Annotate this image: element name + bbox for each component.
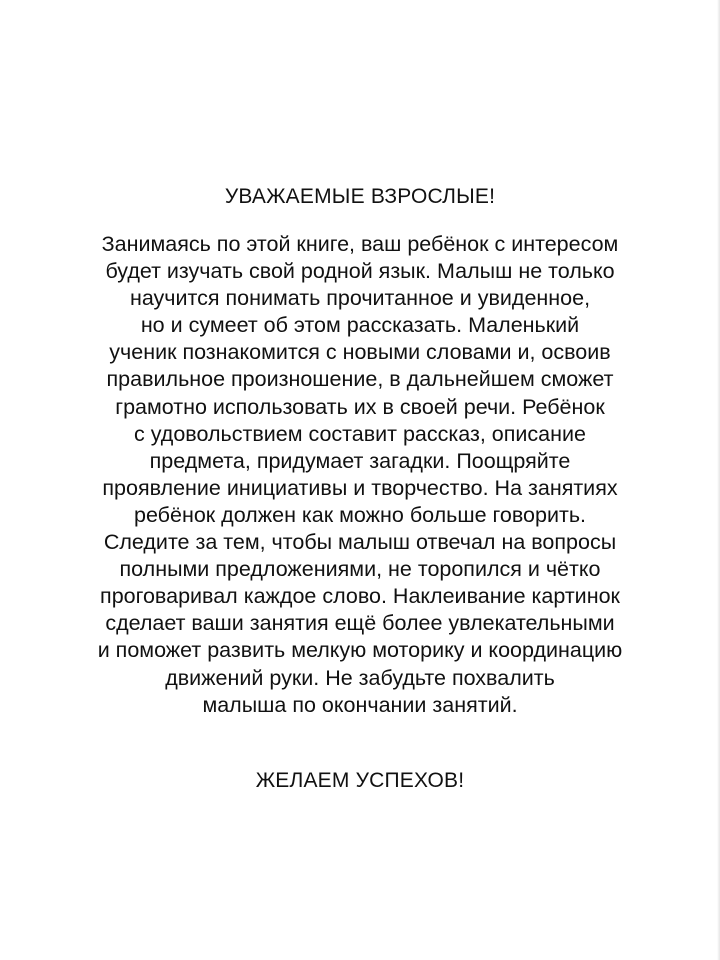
body-line: будет изучать свой родной язык. Малыш не только — [105, 259, 615, 284]
body-line: научится понимать прочитанное и увиденное, — [129, 286, 591, 311]
body-line: Занимаясь по этой книге, ваш ребёнок с интересом — [101, 232, 619, 256]
body-line: сделает ваши занятия ещё более увлекательными — [105, 611, 615, 636]
body-line: правильное произношение, в дальнейшем сможет — [106, 367, 614, 392]
body-line: Следите за тем, чтобы малыш отвечал на вопросы — [103, 530, 617, 555]
body-line: с удовольствием составит рассказ, описание — [134, 421, 586, 446]
body-line: проговаривал каждое слово. Наклеивание картинок — [100, 584, 620, 609]
body-line: грамотно использовать их в своей речи. Ребёнок — [115, 394, 605, 419]
closing-heading: ЖЕЛАЕМ УСПЕХОВ! — [255, 769, 465, 792]
body-line: предмета, придумает загадки. Поощряйте — [149, 448, 571, 473]
body-line: и поможет развить мелкую моторику и координацию — [97, 638, 623, 663]
body-line: ученик познакомится с новыми словами и, освоив — [109, 340, 611, 365]
body-line: проявление инициативы и творчество. На занятиях — [102, 475, 618, 500]
greeting-heading: УВАЖАЕМЫЕ ВЗРОСЛЫЕ! — [224, 185, 496, 208]
body-line: ребёнок должен как можно больше говорить. — [134, 502, 586, 527]
body-paragraph — [0, 231, 720, 719]
body-line: малыша по окончании занятий. — [202, 692, 518, 717]
body-line: но и сумеет об этом рассказать. Маленький — [140, 313, 580, 338]
body-line: полными предложениями, не торопился и чётко — [119, 557, 601, 582]
body-line: движений руки. Не забудьте похвалить — [165, 665, 555, 690]
